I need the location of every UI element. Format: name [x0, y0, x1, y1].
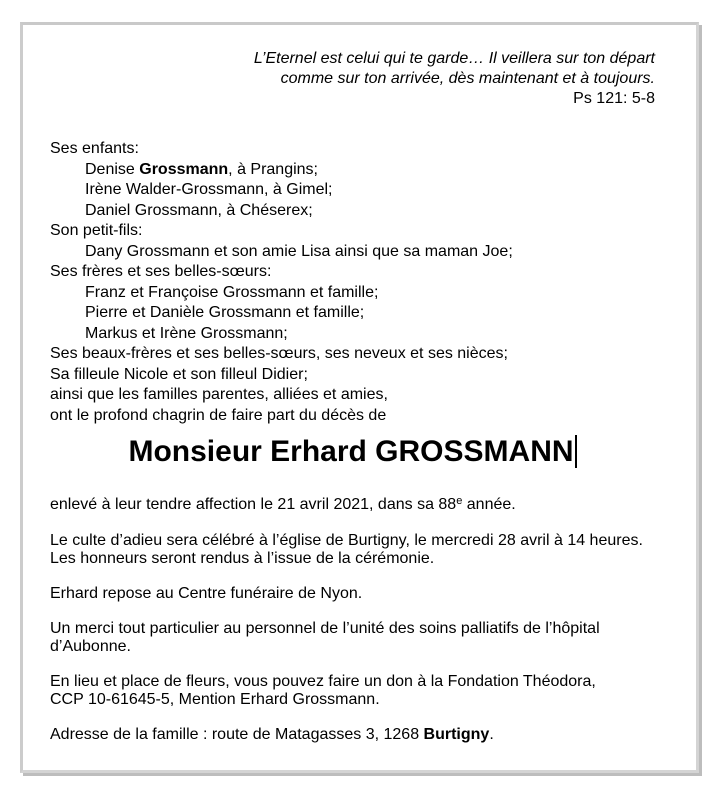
- family-line: Sa filleule Nicole et son filleul Didier;: [50, 365, 308, 383]
- quote-line: L’Eternel est celui qui te garde… Il veillera sur ton départ: [253, 50, 655, 67]
- scripture-quote: [50, 49, 655, 109]
- family-line: Irène Walder-Grossmann, à Gimel;: [85, 181, 333, 198]
- thanks-line: d’Aubonne.: [50, 638, 131, 655]
- donation-line: CCP 10-61645-5, Mention Erhard Grossmann.: [50, 691, 380, 708]
- family-list: [50, 139, 655, 426]
- ceremony-line: Les honneurs seront rendus à l’issue de la cérémonie.: [50, 550, 435, 567]
- thanks-paragraph: [50, 620, 655, 656]
- document-page[interactable]: [20, 22, 699, 773]
- family-line: Daniel Grossmann, à Chéserex;: [85, 201, 313, 219]
- family-line: Markus et Irène Grossmann;: [85, 324, 288, 342]
- deceased-name-title: [50, 434, 655, 470]
- death-announcement: enlevé à leur tendre affection le 21 avril 2021, dans sa 88e année.: [50, 495, 516, 513]
- donation-line: En lieu et place de fleurs, vous pouvez faire un don à la Fondation Théodora,: [50, 673, 596, 690]
- ceremony-paragraph: [50, 532, 655, 568]
- family-line: Pierre et Danièle Grossmann et famille;: [85, 304, 365, 321]
- ceremony-line: Le culte d’adieu sera célébré à l’église de Burtigny, le mercredi 28 avril à 14 heures.: [50, 532, 643, 549]
- family-line: Dany Grossmann et son amie Lisa ainsi que sa maman Joe;: [85, 242, 513, 260]
- quote-reference: Ps 121: 5-8: [573, 90, 655, 107]
- family-line: Denise Grossmann, à Prangins;: [85, 160, 318, 178]
- family-line: ainsi que les familles parentes, alliées et amies,: [50, 386, 388, 403]
- donation-paragraph: [50, 673, 655, 709]
- text-cursor: [575, 435, 577, 468]
- repose-paragraph: Erhard repose au Centre funéraire de Nyon.: [50, 585, 363, 602]
- family-line: ont le profond chagrin de faire part du décès de: [50, 406, 387, 424]
- deceased-name: Monsieur Erhard GROSSMANN: [128, 435, 574, 468]
- family-line: Franz et Françoise Grossmann et famille;: [85, 283, 379, 301]
- thanks-line: Un merci tout particulier au personnel de l’unité des soins palliatifs de l’hôpital: [50, 620, 600, 637]
- family-line: Son petit-fils:: [50, 222, 143, 239]
- quote-line: comme sur ton arrivée, dès maintenant et à toujours.: [280, 70, 655, 87]
- superscript-e: e: [456, 495, 463, 507]
- family-address: Adresse de la famille : route de Matagasses 3, 1268 Burtigny.: [50, 726, 494, 743]
- family-line: Ses enfants:: [50, 140, 139, 157]
- family-line: Ses beaux-frères et ses belles-sœurs, ses neveux et ses nièces;: [50, 345, 508, 362]
- family-line: Ses frères et ses belles-sœurs:: [50, 263, 272, 280]
